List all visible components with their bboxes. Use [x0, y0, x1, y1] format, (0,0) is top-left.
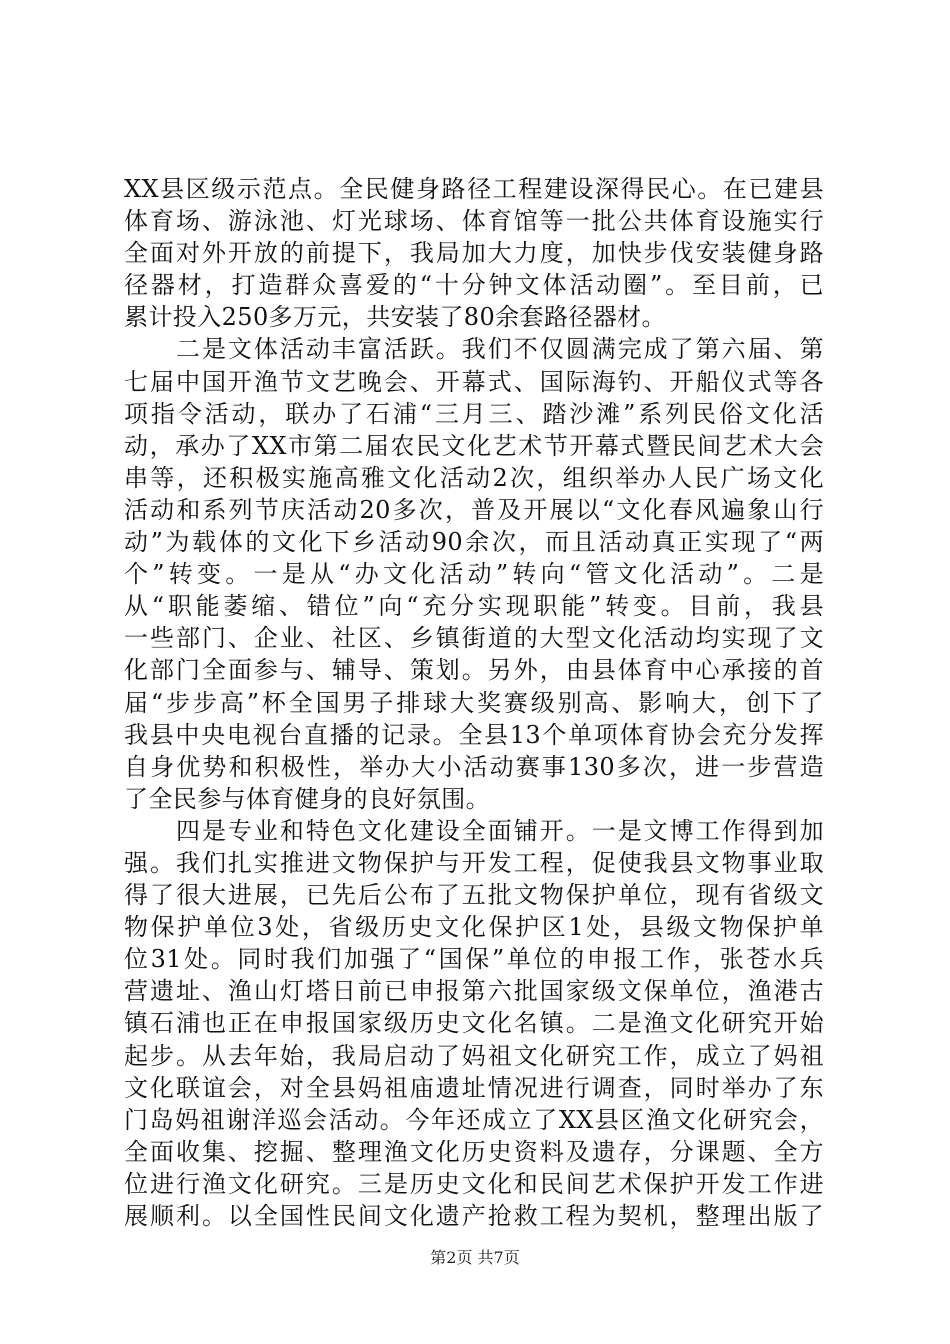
text-line: 文化联谊会，对全县妈祖庙遗址情况进行调查，同时举办了东 — [124, 1073, 824, 1102]
text-line: 了全民参与体育健身的良好氛围。 — [124, 784, 490, 813]
text-line: 营遗址、渔山灯塔日前已申报第六批国家级文保单位，渔港古 — [124, 977, 824, 1006]
text-line: XX县区级示范点。全民健身路径工程建设深得民心。在已建县 — [124, 175, 824, 203]
text-line: 我县中央电视台直播的记录。全县13个单项体育协会充分发挥 — [124, 720, 824, 749]
text-line: 累计投入250多万元，共安装了80余套路径器材。 — [124, 303, 666, 332]
text-line: 门岛妈祖谢洋巡会活动。今年还成立了XX县区渔文化研究会， — [124, 1105, 824, 1134]
text-line: 起步。从去年始，我局启动了妈祖文化研究工作，成立了妈祖 — [124, 1041, 824, 1070]
text-line: 自身优势和积极性，举办大小活动赛事130多次，进一步营造 — [124, 752, 824, 781]
text-line: 串等，还积极实施高雅文化活动2次，组织举办人民广场文化 — [124, 463, 824, 492]
text-line: 全面对外开放的前提下，我局加大力度，加快步伐安装健身路 — [124, 239, 824, 268]
text-line: 物保护单位3处，省级历史文化保护区1处，县级文物保护单 — [124, 913, 824, 942]
text-line: 七届中国开渔节文艺晚会、开幕式、国际海钓、开船仪式等各 — [124, 367, 824, 396]
text-line: 一些部门、企业、社区、乡镇街道的大型文化活动均实现了文 — [124, 624, 824, 653]
text-line: 化部门全面参与、辅导、策划。另外，由县体育中心承接的首 — [124, 656, 824, 685]
text-line: 届“步步高”杯全国男子排球大奖赛级别高、影响大，创下了 — [124, 688, 824, 717]
text-line: 活动和系列节庆活动20多次，普及开展以“文化春风遍象山行 — [124, 495, 824, 524]
text-line: 动，承办了XX市第二届农民文化艺术节开幕式暨民间艺术大会 — [124, 431, 824, 460]
text-line: 位31处。同时我们加强了“国保”单位的申报工作，张苍水兵 — [124, 945, 824, 974]
text-line: 体育场、游泳池、灯光球场、体育馆等一批公共体育设施实行 — [124, 207, 824, 236]
text-line: 展顺利。以全国性民间文化遗产抢救工程为契机，整理出版了 — [124, 1202, 824, 1230]
text-line: 位进行渔文化研究。三是历史文化和民间艺术保护开发工作进 — [124, 1169, 824, 1198]
body-text — [124, 173, 824, 1232]
text-line: 项指令活动，联办了石浦“三月三、踏沙滩”系列民俗文化活 — [124, 399, 824, 428]
text-line: 四是专业和特色文化建设全面铺开。一是文博工作得到加 — [124, 816, 824, 845]
text-line: 得了很大进展，已先后公布了五批文物保护单位，现有省级文 — [124, 881, 824, 910]
text-line: 从“职能萎缩、错位”向“充分实现职能”转变。目前，我县 — [124, 592, 824, 621]
text-line: 个”转变。一是从“办文化活动”转向“管文化活动”。二是 — [124, 560, 824, 589]
text-line: 径器材，打造群众喜爱的“十分钟文体活动圈”。至目前，已 — [124, 271, 824, 300]
text-line: 动”为载体的文化下乡活动90余次，而且活动真正实现了“两 — [124, 528, 824, 557]
page-number-footer: 第2页 共7页 — [430, 1248, 520, 1267]
text-line: 镇石浦也正在申报国家级历史文化名镇。二是渔文化研究开始 — [124, 1009, 824, 1038]
text-line: 全面收集、挖掘、整理渔文化历史资料及遗存，分课题、全方 — [124, 1137, 824, 1166]
text-line: 二是文体活动丰富活跃。我们不仅圆满完成了第六届、第 — [124, 335, 824, 364]
text-line: 强。我们扎实推进文物保护与开发工程，促使我县文物事业取 — [124, 848, 824, 877]
